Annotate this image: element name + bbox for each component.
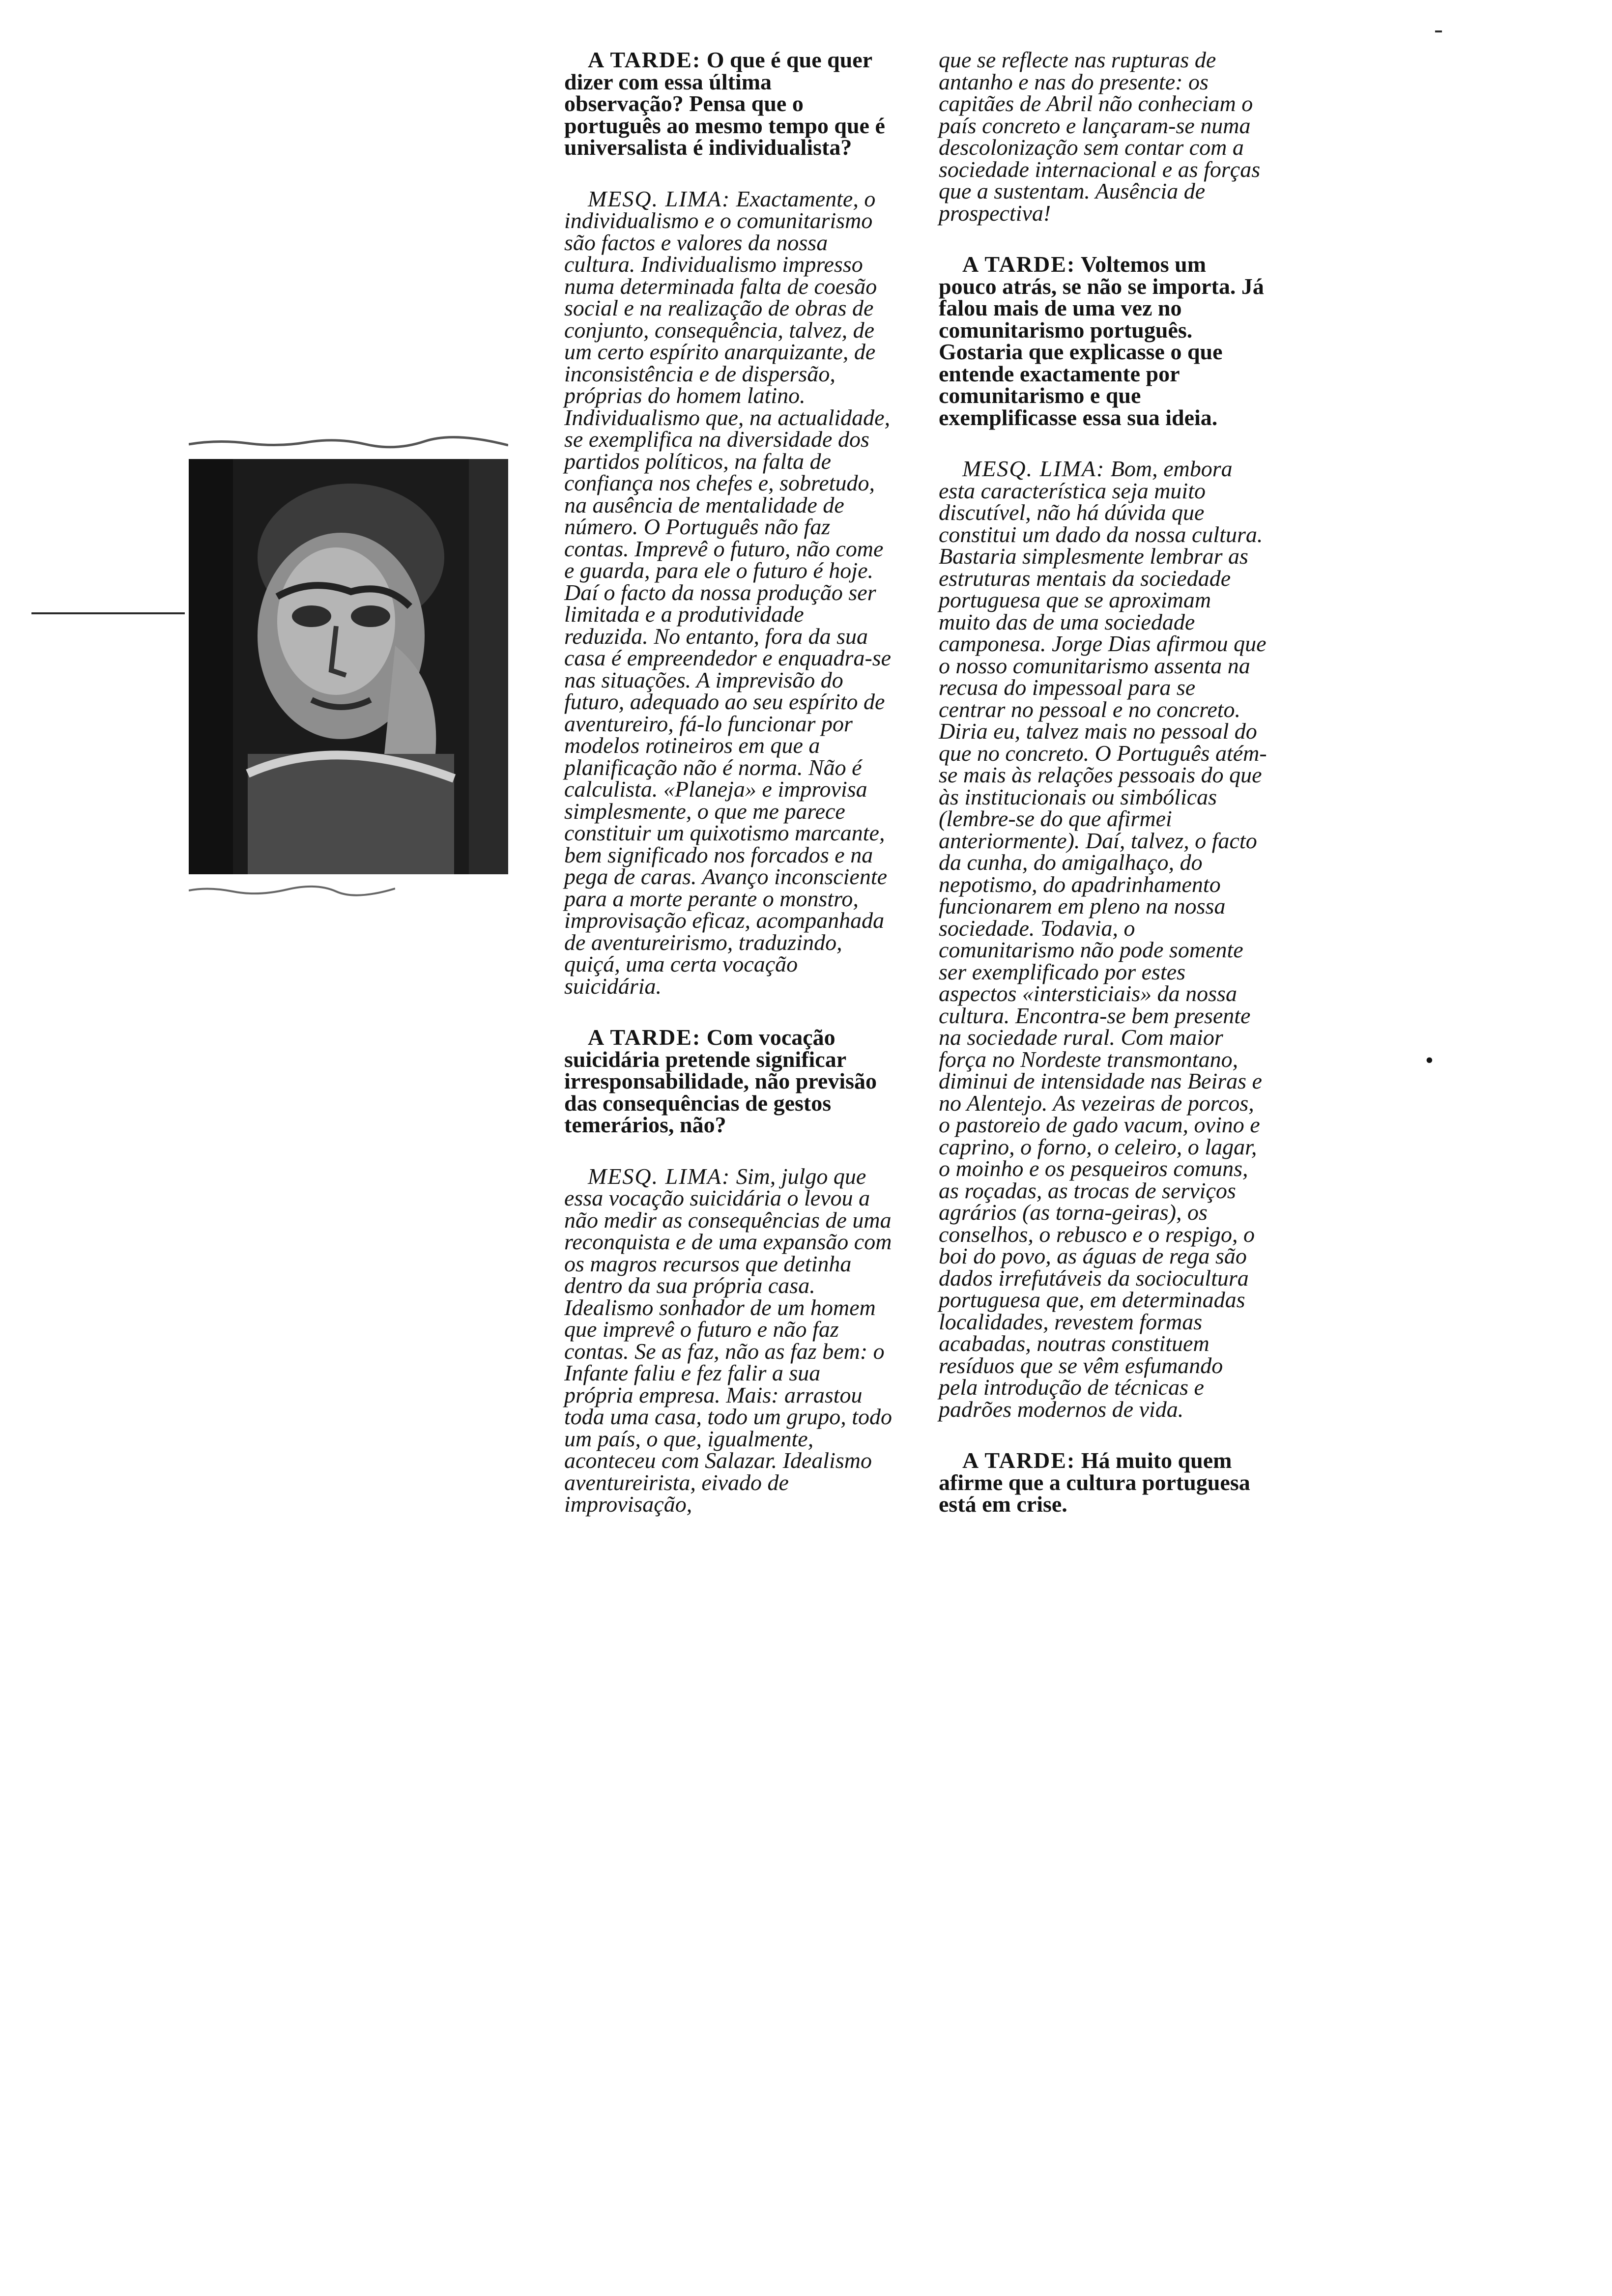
speaker-label: A TARDE: [962, 1448, 1076, 1473]
answer-continuation-block [939, 49, 1267, 224]
article-column-right [939, 49, 1267, 1545]
answer-text: Bom, embora esta característica seja muito discutível, não há dúvida que constitui um dado da nossa cultura. Bastaria simplesmente lembrar as estruturas mentais da sociedade portuguesa que se aproximam muito das de uma sociedade camponesa. Jorge Dias afirmou que o nosso comunitarismo assenta na recusa do impessoal para se centrar no pessoal e no concreto. Diria eu, talvez mais no pessoal do que no concreto. O Português atém-se mais às relações pessoais do que às institucionais ou simbólicas (lembre-se do que afirmei anteriormente). Daí, talvez, o facto da cunha, do amigalhaço, do nepotismo, do apadrinhamento funcionarem em pleno na nossa sociedade. Todavia, o comunitarismo não pode somente ser exemplificado por estes aspectos «intersticiais» da nossa cultura. Encontra-se bem presente na sociedade rural. Com maior força no Nordeste transmontano, diminui de intensidade nas Beiras e no Alentejo. As vezeiras de porcos, o pastoreio de gado vacum, ovino e caprino, o forno, o celeiro, o lagar, o moinho e os pesqueiros comuns, as roçadas, as trocas de serviços agrários (as torna-geiras), os conselhos, o rebusco e o respigo, o boi do povo, as águas de rega são dados irrefutáveis da sociocultura portuguesa que, em determinadas localidades, revestem formas acabadas, noutras constituem resíduos que se vêm esfumando pela introdução de técnicas e padrões modernos de vida. [939, 456, 1267, 1422]
margin-dot: • [1425, 1047, 1434, 1073]
answer-block [564, 1163, 892, 1517]
answer-text: Exactamente, o individualismo e o comunitarismo são factos e valores da nossa cultura. Individualismo impresso numa determinada falta de coesão social e na realização de obras de conjunto, consequência, talvez, de um certo espírito anarquizante, de inconsistência e de dispersão, próprias do homem latino. Individualismo que, na actualidade, se exemplifica na diversidade dos partidos políticos, na falta de confiança nos chefes e, sobretudo, na ausência de mentalidade de número. O Português não faz contas. Imprevê o futuro, não come e guarda, para ele o futuro é hoje. Daí o facto da nossa produção ser limitada e a produtividade reduzida. No entanto, fora da sua casa é empreendedor e enquadra-se nas situações. A imprevisão do futuro, adequado ao seu espírito de aventureiro, fá-lo funcionar por modelos rotineiros em que a planificação não é norma. Não é calculista. «Planeja» e improvisa simplesmente, o que me parece constituir um quixotismo marcante, bem significado nos forcados e na pega de caras. Avanço inconsciente para a morte perante o monstro, improvisação eficaz, acompanhada de aventureirismo, traduzindo, quiçá, uma certa vocação suicidária. [564, 186, 892, 999]
speaker-label: A TARDE: [962, 252, 1076, 277]
question-text: Com vocação suicidária pretende significar irresponsabilidade, não previsão das consequências de gestos temerários, não? [564, 1025, 877, 1137]
question-text: O que é que quer dizer com essa última observação? Pensa que o português ao mesmo tempo que é universalista é individualista? [564, 47, 885, 160]
question-block [564, 49, 892, 159]
photo-top-edge [189, 435, 508, 450]
question-text: Há muito quem afirme que a cultura portuguesa está em crise. [939, 1448, 1250, 1517]
photo-bottom-edge [189, 885, 395, 896]
answer-block [939, 458, 1267, 1420]
portrait-photo-icon [189, 459, 508, 874]
question-block [564, 1027, 892, 1136]
article-column-left [564, 49, 892, 1545]
speaker-label: A TARDE: [588, 47, 701, 72]
question-text: Voltemos um pouco atrás, se não se importa. Já falou mais de uma vez no comunitarismo português. Gostaria que explicasse o que entende exactamente por comunitarismo e que exemplificasse essa sua ideia. [939, 252, 1264, 430]
margin-rule-top [1435, 30, 1442, 32]
speaker-label: MESQ. LIMA: [588, 1163, 731, 1189]
question-block [939, 1450, 1267, 1516]
answer-block [564, 188, 892, 998]
speaker-label: MESQ. LIMA: [962, 456, 1105, 481]
answer-text: que se reflecte nas rupturas de antanho e nas do presente: os capitães de Abril não conheciam o país concreto e lançaram-se numa descolonização sem contar com a sociedade internacional e as forças que a sustentam. Ausência de prospectiva! [939, 47, 1261, 226]
answer-text: Sim, julgo que essa vocação suicidária o levou a não medir as consequências de uma reconquista e de uma expansão com os magros recursos que detinha dentro da sua própria casa. Idealismo sonhador de um homem que imprevê o futuro e não faz contas. Se as faz, não as faz bem: o Infante faliu e fez falir a sua própria empresa. Mais: arrastou toda uma casa, todo um grupo, todo um país, o que, igualmente, aconteceu com Salazar. Idealismo aventureirista, eivado de improvisação, [564, 1163, 892, 1517]
speaker-label: MESQ. LIMA: [588, 186, 731, 211]
speaker-label: A TARDE: [588, 1025, 701, 1050]
question-block [939, 254, 1267, 429]
margin-rule-left [31, 612, 185, 614]
